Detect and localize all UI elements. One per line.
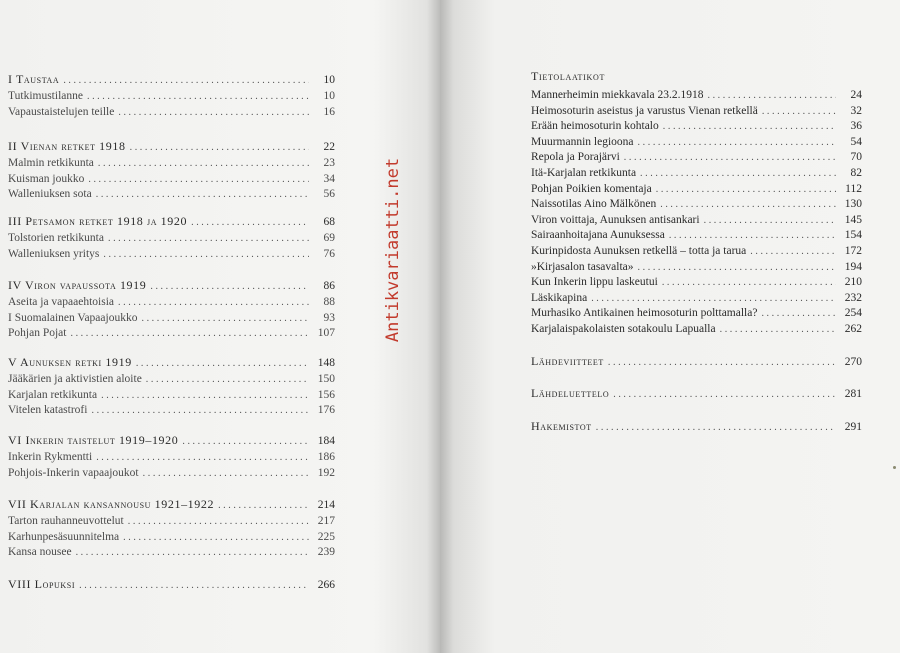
entry-title: Jääkärien ja aktivistien aloite — [8, 373, 142, 385]
section-entry — [8, 157, 335, 170]
entry-page-number: 186 — [317, 451, 335, 463]
dot-leader — [76, 546, 309, 559]
entry-title: Walleniuksen yritys — [8, 247, 100, 260]
dot-leader — [101, 389, 309, 402]
factbox-entry — [531, 120, 862, 133]
dot-leader — [750, 245, 836, 258]
entry-title: Erään heimosoturin kohtalo — [531, 120, 659, 133]
dot-leader — [136, 357, 309, 370]
entry-title: Sairaanhoitajana Aunuksessa — [531, 229, 665, 242]
factbox-entry — [531, 292, 862, 305]
dot-leader — [123, 531, 309, 544]
entry-page-number: 10 — [323, 74, 335, 86]
factbox-entry — [531, 323, 862, 336]
entry-page-number: 262 — [844, 323, 862, 335]
entry-title: Aseita ja vapaaehtoisia — [8, 296, 115, 308]
entry-title: I Taustaa — [8, 72, 60, 86]
chapter-entry — [8, 279, 335, 293]
section-entry — [8, 451, 335, 464]
entry-page-number: 270 — [844, 356, 862, 368]
entry-title: Karjalaispakolaisten sotakoulu Lapualla — [531, 323, 716, 335]
entry-title: Tolstorien retkikunta — [8, 232, 104, 244]
factbox-entry — [531, 105, 862, 118]
section-entry — [8, 248, 335, 261]
factbox-entry — [531, 89, 862, 102]
entry-page-number: 10 — [323, 90, 335, 102]
entry-title: »Kirjasalon tasavalta» — [531, 260, 634, 273]
dot-leader — [704, 214, 836, 227]
section-entry — [8, 232, 335, 245]
entry-page-number: 16 — [323, 105, 335, 118]
entry-title: Kuisman joukko — [8, 172, 85, 185]
entry-page-number: 86 — [323, 280, 335, 292]
dot-leader — [596, 421, 836, 434]
entry-title: VIII Lopuksi — [8, 577, 76, 591]
entry-title: Karjalan retkikunta — [8, 388, 98, 401]
dot-leader — [150, 280, 309, 293]
dot-leader — [608, 356, 836, 369]
tietolaatikot-heading: Tietolaatikot — [531, 69, 606, 83]
entry-title: Kurinpidosta Aunuksen retkellä – totta ja tarua — [531, 245, 747, 257]
entry-page-number: 184 — [317, 435, 335, 447]
dot-leader — [720, 323, 836, 336]
dot-leader — [660, 198, 836, 211]
section-entry — [8, 188, 335, 201]
entry-title: Viron voittaja, Aunuksen antisankari — [531, 213, 700, 226]
entry-page-number: 107 — [317, 327, 335, 340]
entry-page-number: 172 — [844, 245, 862, 257]
entry-page-number: 145 — [844, 213, 862, 226]
chapter-entry — [8, 356, 335, 370]
backmatter-entry — [531, 420, 862, 434]
entry-title: Lähdeluettelo — [531, 386, 610, 400]
dot-leader — [143, 467, 309, 480]
backmatter-entry — [531, 387, 862, 401]
entry-title: Walleniuksen sota — [8, 188, 92, 201]
factbox-entry — [531, 229, 862, 242]
section-entry — [8, 173, 335, 186]
dot-leader — [146, 373, 309, 386]
factbox-entry — [531, 167, 862, 180]
entry-page-number: 156 — [317, 388, 335, 401]
dot-leader — [88, 173, 309, 186]
entry-page-number: 68 — [323, 216, 335, 228]
paper-speck — [893, 466, 896, 469]
entry-title: Vapaustaistelujen teille — [8, 105, 115, 118]
entry-title: Tarton rauhanneuvottelut — [8, 515, 124, 527]
watermark: Antikvariaatti.net — [383, 157, 403, 343]
factbox-entry — [531, 261, 862, 274]
entry-title: Muurmannin legioona — [531, 135, 634, 148]
entry-title: Malmin retkikunta — [8, 157, 94, 169]
dot-leader — [669, 229, 836, 242]
dot-leader — [87, 90, 309, 103]
entry-title: Tutkimustilanne — [8, 90, 83, 102]
entry-title: Kun Inkerin lippu laskeutui — [531, 276, 658, 289]
entry-page-number: 93 — [323, 311, 335, 324]
entry-page-number: 148 — [317, 357, 335, 369]
dot-leader — [591, 292, 836, 305]
dot-leader — [96, 188, 309, 201]
entry-page-number: 22 — [323, 141, 335, 153]
entry-title: Pohjan Pojat — [8, 327, 67, 340]
entry-title: V Aunuksen retki 1919 — [8, 355, 132, 369]
chapter-entry — [8, 215, 335, 229]
dot-leader — [118, 296, 309, 309]
chapter-entry — [8, 140, 335, 154]
entry-title: Pohjois-Inkerin vapaajoukot — [8, 466, 139, 479]
dot-leader — [79, 579, 309, 592]
entry-page-number: 192 — [317, 466, 335, 479]
dot-leader — [91, 404, 309, 417]
chapter-entry — [8, 498, 335, 512]
section-entry — [8, 296, 335, 309]
entry-title: Kansa nousee — [8, 546, 72, 559]
entry-title: Vitelen katastrofi — [8, 404, 88, 417]
factbox-entry — [531, 183, 862, 196]
dot-leader — [656, 183, 836, 196]
entry-page-number: 154 — [844, 229, 862, 242]
dot-leader — [762, 105, 836, 118]
entry-page-number: 54 — [850, 135, 862, 148]
entry-page-number: 76 — [323, 247, 335, 260]
factbox-entry — [531, 307, 862, 320]
factbox-entry — [531, 136, 862, 149]
dot-leader — [63, 74, 309, 87]
dot-leader — [141, 312, 309, 325]
factbox-entry — [531, 245, 862, 258]
entry-title: II Vienan retket 1918 — [8, 139, 126, 153]
dot-leader — [118, 106, 309, 119]
entry-page-number: 239 — [317, 546, 335, 559]
section-entry — [8, 515, 335, 528]
entry-title: Inkerin Rykmentti — [8, 451, 93, 463]
entry-page-number: 232 — [844, 291, 862, 304]
entry-page-number: 176 — [317, 404, 335, 417]
entry-title: Murhasiko Antikainen heimosoturin polttamalla? — [531, 307, 758, 320]
dot-leader — [182, 435, 309, 448]
entry-title: Heimosoturin aseistus ja varustus Vienan retkellä — [531, 104, 758, 117]
entry-title: Itä-Karjalan retkikunta — [531, 167, 637, 179]
entry-page-number: 70 — [850, 151, 862, 164]
dot-leader — [130, 141, 309, 154]
dot-leader — [761, 307, 836, 320]
dot-leader — [663, 120, 836, 133]
entry-page-number: 225 — [317, 530, 335, 543]
entry-page-number: 88 — [323, 296, 335, 308]
dot-leader — [98, 157, 309, 170]
entry-page-number: 254 — [844, 307, 862, 320]
dot-leader — [707, 89, 836, 102]
dot-leader — [638, 136, 836, 149]
entry-title: III Petsamon retket 1918 ja 1920 — [8, 214, 188, 228]
entry-title: Hakemistot — [531, 419, 592, 433]
chapter-entry — [8, 73, 335, 87]
dot-leader — [638, 261, 836, 274]
chapter-entry — [8, 578, 335, 592]
section-entry — [8, 546, 335, 559]
dot-leader — [218, 499, 309, 512]
factbox-entry — [531, 198, 862, 211]
dot-leader — [613, 388, 836, 401]
entry-page-number: 36 — [850, 120, 862, 133]
dot-leader — [128, 515, 309, 528]
entry-page-number: 32 — [850, 104, 862, 117]
entry-title: Pohjan Poikien komentaja — [531, 182, 652, 195]
entry-title: VII Karjalan kansannousu 1921–1922 — [8, 497, 215, 511]
entry-page-number: 112 — [845, 182, 862, 195]
section-entry — [8, 389, 335, 402]
entry-page-number: 130 — [844, 198, 862, 211]
entry-page-number: 24 — [850, 89, 862, 101]
section-entry — [8, 90, 335, 103]
section-entry — [8, 106, 335, 119]
entry-title: I Suomalainen Vapaajoukko — [8, 311, 138, 324]
entry-page-number: 194 — [844, 260, 862, 273]
entry-title: IV Viron vapaussota 1919 — [8, 278, 147, 292]
section-entry — [8, 531, 335, 544]
entry-page-number: 214 — [317, 499, 335, 511]
entry-page-number: 69 — [323, 232, 335, 244]
entry-title: Naissotilas Aino Mälkönen — [531, 198, 657, 211]
section-entry — [8, 373, 335, 386]
factbox-entry — [531, 276, 862, 289]
entry-title: VI Inkerin taistelut 1919–1920 — [8, 433, 179, 447]
dot-leader — [640, 167, 836, 180]
backmatter-entry — [531, 355, 862, 369]
factbox-entry — [531, 151, 862, 164]
entry-page-number: 291 — [844, 421, 862, 433]
entry-title: Lähdeviitteet — [531, 354, 604, 368]
section-entry — [8, 404, 335, 417]
dot-leader — [624, 151, 836, 164]
dot-leader — [96, 451, 309, 464]
entry-title: Karhunpesäsuunnitelma — [8, 530, 120, 543]
entry-page-number: 82 — [850, 167, 862, 179]
entry-title: Repola ja Porajärvi — [531, 151, 620, 164]
factbox-entry — [531, 214, 862, 227]
entry-page-number: 23 — [323, 157, 335, 169]
entry-page-number: 281 — [844, 388, 862, 400]
entry-page-number: 150 — [317, 373, 335, 385]
dot-leader — [108, 232, 309, 245]
section-entry — [8, 327, 335, 340]
dot-leader — [70, 327, 309, 340]
section-entry — [8, 312, 335, 325]
entry-page-number: 56 — [323, 188, 335, 201]
dot-leader — [662, 276, 836, 289]
dot-leader — [103, 248, 309, 261]
entry-page-number: 217 — [317, 515, 335, 527]
entry-page-number: 34 — [323, 172, 335, 185]
entry-title: Läskikapina — [531, 291, 588, 304]
entry-page-number: 210 — [844, 276, 862, 289]
dot-leader — [191, 216, 309, 229]
entry-title: Mannerheimin miekkavala 23.2.1918 — [531, 89, 704, 101]
entry-page-number: 266 — [317, 579, 335, 591]
section-entry — [8, 467, 335, 480]
chapter-entry — [8, 434, 335, 448]
